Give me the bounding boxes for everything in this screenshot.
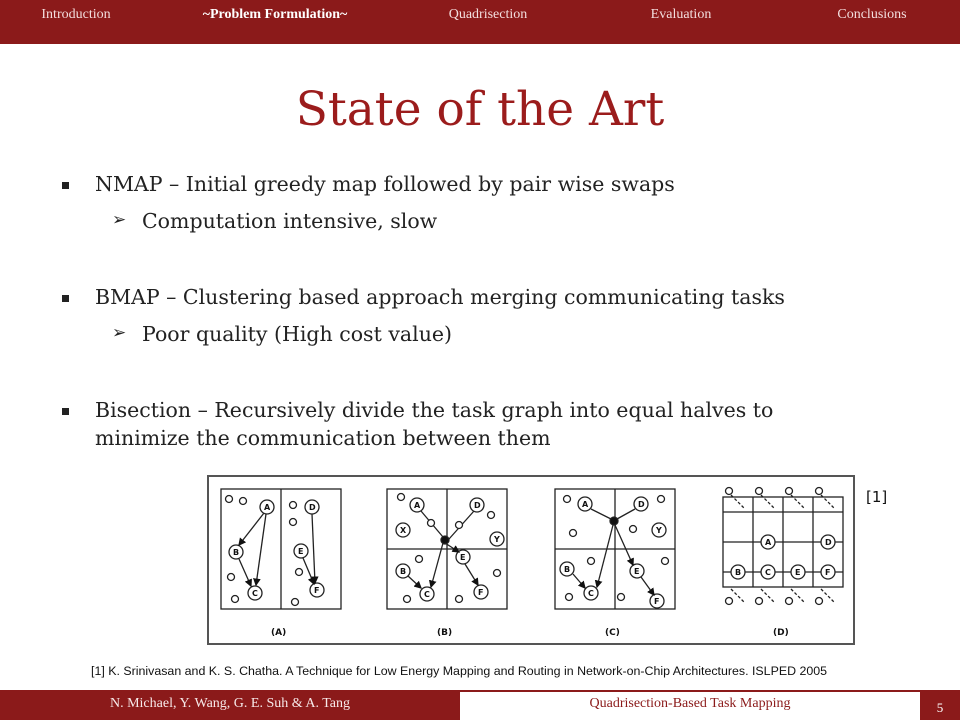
svg-text:C: C — [765, 568, 771, 577]
arrow-bullet-icon: ➢ — [112, 323, 127, 343]
svg-text:B: B — [735, 568, 742, 577]
bullet-nmap: NMAP – Initial greedy map followed by pair wise swaps — [95, 172, 675, 196]
svg-text:Y: Y — [494, 535, 500, 544]
square-bullet-icon — [62, 295, 69, 302]
tab-introduction[interactable]: Introduction — [41, 7, 111, 22]
tab-problem-formulation[interactable]: ~Problem Formulation~ — [202, 7, 348, 22]
svg-text:F: F — [478, 588, 484, 597]
svg-text:F: F — [825, 568, 831, 577]
square-bullet-icon — [62, 408, 69, 415]
svg-text:C: C — [588, 589, 594, 598]
mapping-diagram — [209, 477, 853, 643]
svg-text:B: B — [233, 548, 240, 557]
tab-conclusions[interactable]: Conclusions — [837, 7, 907, 22]
bullet-bisection-line2: minimize the communication between them — [95, 426, 551, 450]
svg-text:C: C — [424, 590, 430, 599]
svg-text:D: D — [309, 503, 316, 512]
panel-c — [555, 489, 675, 638]
tab-quadrisection[interactable]: Quadrisection — [448, 7, 528, 22]
svg-text:A: A — [414, 501, 421, 510]
svg-text:A: A — [582, 500, 589, 509]
footer-authors: N. Michael, Y. Wang, G. E. Suh & A. Tang — [0, 690, 460, 720]
svg-text:E: E — [460, 553, 466, 562]
square-bullet-icon — [62, 182, 69, 189]
svg-text:(A): (A) — [271, 628, 287, 638]
svg-text:E: E — [298, 547, 304, 556]
page-number: 5 — [920, 690, 960, 720]
panel-b — [387, 489, 507, 638]
svg-text:D: D — [825, 538, 832, 547]
tab-evaluation[interactable]: Evaluation — [650, 7, 712, 22]
svg-text:F: F — [654, 597, 660, 606]
svg-text:A: A — [765, 538, 772, 547]
svg-text:A: A — [264, 503, 271, 512]
svg-text:B: B — [400, 567, 407, 576]
svg-text:(C): (C) — [605, 628, 620, 638]
panel-d — [723, 488, 843, 639]
svg-text:E: E — [795, 568, 801, 577]
footer-talk-title: Quadrisection-Based Task Mapping — [460, 690, 920, 720]
svg-text:D: D — [474, 501, 481, 510]
bullet-bisection-line1: Bisection – Recursively divide the task graph into equal halves to — [95, 398, 774, 422]
svg-text:X: X — [400, 526, 407, 535]
reference-footnote: [1] K. Srinivasan and K. S. Chatha. A Technique for Low Energy Mapping and Routing in Network-on-Chip Architectures. ISLPED 2005 — [91, 664, 828, 678]
sub-bullet-nmap: Computation intensive, slow — [142, 209, 438, 233]
svg-text:D: D — [638, 500, 645, 509]
bullet-bmap: BMAP – Clustering based approach merging communicating tasks — [95, 285, 785, 309]
svg-text:F: F — [314, 586, 320, 595]
svg-text:C: C — [252, 589, 258, 598]
arrow-bullet-icon: ➢ — [112, 210, 127, 230]
svg-text:B: B — [564, 565, 571, 574]
top-navigation-bar — [0, 0, 960, 44]
svg-text:Y: Y — [656, 526, 662, 535]
slide-title: State of the Art — [295, 82, 665, 137]
mapping-figure — [207, 475, 855, 645]
citation-marker: [1] — [866, 488, 888, 506]
svg-text:E: E — [634, 567, 640, 576]
panel-a — [221, 489, 341, 638]
svg-text:(D): (D) — [773, 628, 789, 638]
svg-text:(B): (B) — [437, 628, 453, 638]
sub-bullet-bmap: Poor quality (High cost value) — [142, 322, 453, 346]
